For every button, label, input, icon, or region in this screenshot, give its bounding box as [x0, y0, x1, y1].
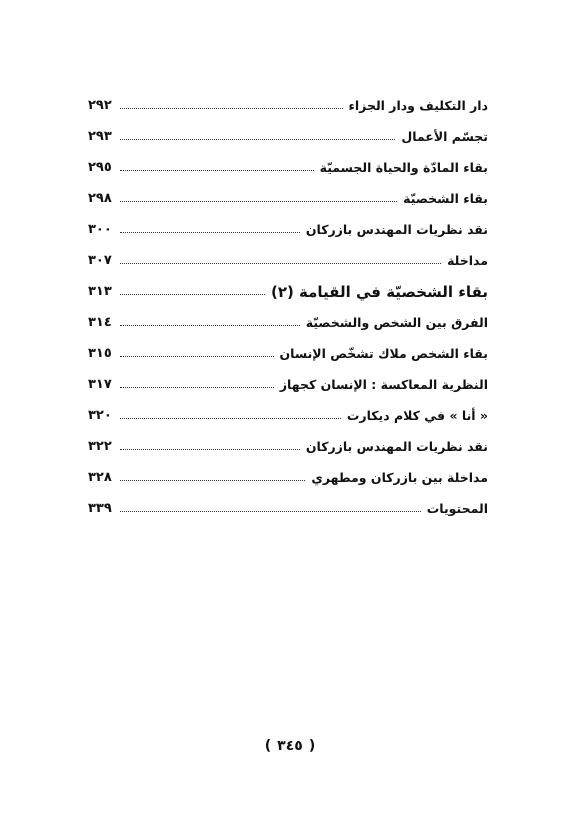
toc-entry-page: ٣٢٠ — [88, 408, 112, 423]
toc-leader-dots — [120, 139, 395, 140]
toc-entry — [88, 307, 488, 338]
page-number — [0, 738, 580, 754]
toc-entry — [88, 400, 488, 431]
toc-entry — [88, 152, 488, 183]
toc-entry-title: الفرق بين الشخص والشخصيّة — [305, 315, 488, 330]
toc-entry-page: ٢٩٣ — [88, 129, 112, 144]
toc-leader-dots — [120, 480, 305, 481]
toc-entry — [88, 493, 488, 524]
toc-entry-page: ٣٢٢ — [88, 439, 112, 454]
toc-leader-dots — [120, 511, 421, 512]
toc-leader-dots — [120, 418, 341, 419]
toc-entry — [88, 462, 488, 493]
toc-leader-dots — [120, 356, 274, 357]
toc-entry-page: ٢٩٥ — [88, 160, 112, 175]
toc-entry-page: ٣٢٨ — [88, 470, 112, 485]
page-number-close-paren: ) — [264, 738, 272, 754]
toc-leader-dots — [120, 263, 441, 264]
toc-leader-dots — [120, 201, 397, 202]
toc-entry-page: ٣١٥ — [88, 346, 112, 361]
toc-entry — [88, 369, 488, 400]
toc-entry-title: المحتويات — [426, 501, 488, 516]
toc-entry-page: ٣١٣ — [88, 284, 112, 299]
toc-entry — [88, 121, 488, 152]
toc-entry-page: ٢٩٢ — [88, 98, 112, 113]
toc-leader-dots — [120, 170, 314, 171]
toc-entry-title: مداخلة — [447, 253, 488, 268]
page-number-value: ٣٤٥ — [277, 738, 303, 754]
toc-section-title: بقاء الشخصيّة في القيامة (٢) — [270, 282, 488, 301]
toc-entry-title: بقاء المادّة والحياة الجسميّة — [319, 160, 488, 175]
toc-leader-dots — [120, 325, 300, 326]
toc-section-heading — [88, 276, 488, 307]
toc-entry-title: دار التكليف ودار الجزاء — [348, 98, 488, 113]
table-of-contents — [88, 90, 488, 524]
toc-entry — [88, 338, 488, 369]
toc-entry — [88, 245, 488, 276]
toc-entry — [88, 183, 488, 214]
toc-entry-title: نقد نظريات المهندس بازركان — [305, 439, 488, 454]
toc-entry — [88, 431, 488, 462]
toc-entry-title: بقاء الشخصيّة — [403, 191, 488, 206]
toc-entry-title: نقد نظريات المهندس بازركان — [305, 222, 488, 237]
toc-entry-title: مداخلة بين بازركان ومطهري — [311, 470, 488, 485]
page-number-open-paren: ( — [308, 738, 316, 754]
toc-entry-title: « أنا » في كلام ديكارت — [346, 408, 488, 423]
toc-entry-page: ٣١٧ — [88, 377, 112, 392]
toc-entry-page: ٣٣٩ — [88, 501, 112, 516]
toc-entry-page: ٢٩٨ — [88, 191, 112, 206]
toc-leader-dots — [120, 294, 265, 295]
toc-leader-dots — [120, 232, 300, 233]
toc-entry-title: النظرية المعاكسة : الإنسان كجهاز — [279, 377, 488, 392]
toc-entry — [88, 90, 488, 121]
toc-leader-dots — [120, 449, 300, 450]
toc-entry-title: بقاء الشخص ملاك تشخّص الإنسان — [279, 346, 488, 361]
toc-entry-page: ٣١٤ — [88, 315, 112, 330]
toc-entry-title: تجسّم الأعمال — [401, 129, 488, 144]
toc-entry — [88, 214, 488, 245]
toc-entry-page: ٣٠٧ — [88, 253, 112, 268]
toc-leader-dots — [120, 108, 343, 109]
toc-entry-page: ٣٠٠ — [88, 222, 112, 237]
toc-leader-dots — [120, 387, 274, 388]
